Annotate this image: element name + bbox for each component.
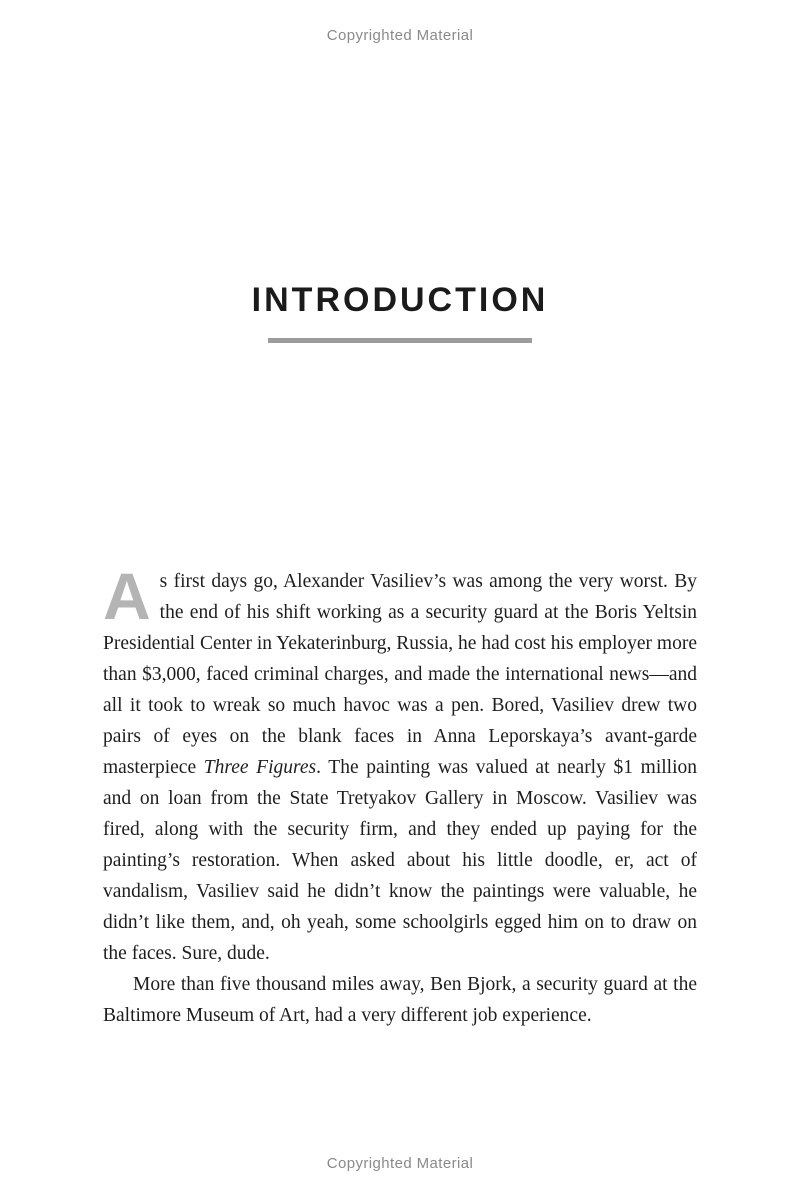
copyright-notice-bottom: Copyrighted Material: [326, 1155, 474, 1172]
copyright-notice-top: Copyrighted Material: [326, 27, 474, 44]
paragraph-1-text-after-italic: . The painting was valued at nearly $1 million and on loan from the State Tretyakov Gallery in Moscow. Vasiliev was fired, along with the security firm, and they ended up paying for the painting’s restoration. When asked about his little doodle, er, act of vandalism, Vasiliev said he didn’t know the paintings were valuable, he didn’t like them, and, oh yeah, some schoolgirls egged him on to draw on the faces. Sure, dude.: [103, 757, 697, 964]
paragraph-1-text-before-italic: s first days go, Alexander Vasiliev’s was among the very worst. By the end of his shift working as a security guard at the Boris Yeltsin Presidential Center in Yekaterinburg, Russia, he had cost his employer more than $3,000, faced criminal charges, and made the international news—and all it took to wreak so much havoc was a pen. Bored, Vasiliev drew two pairs of eyes on the blank faces in Anna Leporskaya’s avant-garde masterpiece: [103, 571, 697, 778]
chapter-title: INTRODUCTION: [251, 281, 549, 319]
book-title-italic: Three Figures: [203, 757, 317, 778]
body-text: [103, 559, 697, 1031]
dropcap-letter: A: [103, 559, 151, 633]
paragraph-1: [103, 559, 697, 969]
title-rule: [268, 338, 532, 343]
paragraph-2: More than five thousand miles away, Ben Bjork, a security guard at the Baltimore Museum of Art, had a very different job experience.: [103, 974, 697, 1026]
